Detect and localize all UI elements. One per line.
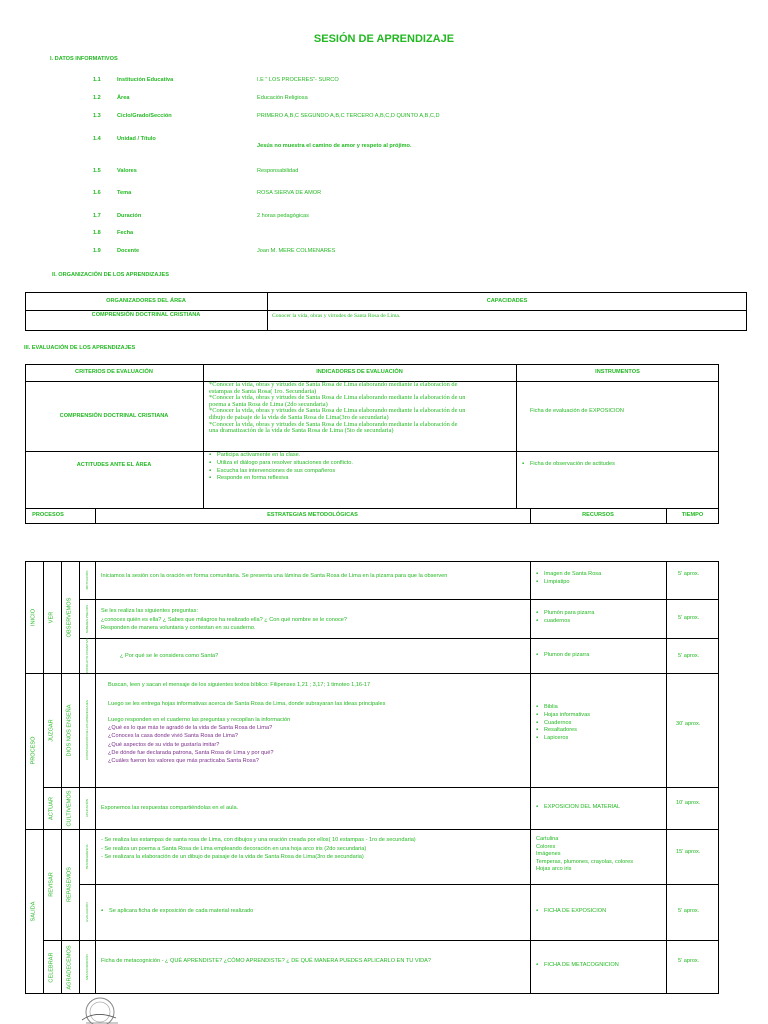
row6-resources xyxy=(536,836,633,874)
resource-item: ▪ Hojas informativas xyxy=(536,712,590,720)
datos-row-label: Docente xyxy=(117,248,140,254)
strategy-line: Se les realiza las siguientes preguntas: xyxy=(101,608,199,614)
row4-strategy-3: Luego responden en el cuaderno las preguntas y recopilan la información xyxy=(108,717,291,723)
datos-row-number: 1.1 xyxy=(93,77,101,83)
row4-strategy-1: Buscan, leen y sacan el mensaje de los siguientes textos bíblico: Filipenses 1,21 ; 3,17; 1 timoteo 1,16-17 xyxy=(108,682,371,688)
row8-resources xyxy=(536,962,619,970)
datos-row-value: Joan M. MERE COLMENARES xyxy=(257,248,336,254)
tag-saberes-previos: SABERES PREVIOS xyxy=(85,604,89,634)
tag-motivacion: MOTIVACIÓN xyxy=(85,570,89,590)
sub-revisar: REVISAR xyxy=(48,872,55,897)
resource-item: ▪ Plumón para pizarra xyxy=(536,610,594,618)
indicador-line: estampas de Santa Rosa( 1ro. Secundaria) xyxy=(209,387,317,395)
datos-row-value: PRIMERO A,B,C SEGUNDO A,B,C TERCERO A,B,C,D QUINTO A,B,C,D xyxy=(257,113,440,119)
indicadores-comprension xyxy=(209,382,465,435)
datos-row-label: Tema xyxy=(117,190,132,196)
row7-strategy xyxy=(101,908,253,916)
row7-resources xyxy=(536,908,606,916)
row8-strategy: Ficha de metacognición - ¿ QUÉ APRENDISTE? ¿CÓMO APRENDISTE? ¿ DE QUÉ MANERA PUEDES APLICARLO EN TU VIDA? xyxy=(101,958,432,964)
recursos-header: RECURSOS xyxy=(582,512,614,518)
phase-inicio: INICIO xyxy=(30,608,37,627)
resource-item: ▪ cuadernos xyxy=(536,618,594,626)
indicador-actitud-item: ▪ Escucha las intervenciones de sus compañeros xyxy=(209,468,353,476)
row8-time: 5' aprox. xyxy=(678,958,700,964)
indicador-line: *Conocer la vida, obras y virtudes de Santa Rosa de Lima elaborando mediante la elaboración de un xyxy=(209,394,466,402)
resource-line: Imágenes xyxy=(536,851,561,858)
datos-row-value: Educación Religiosa xyxy=(257,95,308,101)
tag-evaluacion: EVALUACIÓN xyxy=(85,902,89,922)
datos-row-label: Institución Educativa xyxy=(117,77,174,83)
datos-row-label: Área xyxy=(117,95,130,101)
row1-strategy: Iniciamos la sesión con la oración en forma comunitaria. Se presenta una lámina de Santa Rosa de Lima en la pizarra para que la observen xyxy=(101,573,448,579)
resource-item: ▪ Biblia xyxy=(536,704,590,712)
question-line: ¿De dónde fue declarada patrona, Santa Rosa de Lima y por qué? xyxy=(108,749,274,756)
sub-dios-nos-ensena: DIOS NOS ENSEÑA xyxy=(66,704,73,757)
row7-time: 5' aprox. xyxy=(678,908,700,914)
seal-stamp xyxy=(76,992,124,1024)
row5-resources xyxy=(536,804,620,812)
resource-line: Cartulina xyxy=(536,836,559,842)
tiempo-header: TIEMPO xyxy=(681,512,704,518)
datos-row-number: 1.8 xyxy=(93,230,101,236)
row4-resources xyxy=(536,704,590,743)
resource-item: ▪ Limpiatipo xyxy=(536,579,601,587)
resource-line: Hojas arco iris xyxy=(536,866,572,873)
resource-item: ▪ Lapiceros xyxy=(536,735,590,743)
question-line: ¿Qué es lo que más te agradó de la vida de Santa Rosa de Lima? xyxy=(108,725,273,731)
sub-juzgar: JUZGAR xyxy=(48,719,55,742)
tag-transferencia: TRANSFERENCIA xyxy=(85,844,89,870)
datos-row-value: ROSA SIERVA DE AMOR xyxy=(257,190,322,196)
section-heading-evaluacion: III. EVALUACIÓN DE LOS APRENDIZAJES xyxy=(24,345,136,351)
criterios-header: CRITERIOS DE EVALUACIÓN xyxy=(75,369,153,375)
sub-celebrar: CELEBRAR xyxy=(48,952,55,983)
indicador-line: poema a Santa Rosa de Lima (2do secundaria) xyxy=(209,400,328,408)
indicadores-header: INDICADORES DE EVALUACIÓN xyxy=(316,369,403,375)
tag-aplicacion: APLICACIÓN xyxy=(85,798,89,818)
datos-row-number: 1.6 xyxy=(93,190,101,196)
datos-row-value: 2 horas pedagógicas xyxy=(257,213,309,219)
resource-item: ▪ Cuadernos xyxy=(536,720,590,728)
row6-time: 15' aprox. xyxy=(676,849,701,855)
row3-strategy: ¿ Por qué se le considera como Santa? xyxy=(120,653,219,659)
datos-row-number: 1.4 xyxy=(93,136,101,142)
sub-repasemos: REPASEMOS xyxy=(66,866,73,903)
strategy-line: - Se realiza un poema a Santa Rosa de Lima empleando decoración en una hoja arco iris (2do secundaria) xyxy=(101,845,367,852)
resource-item: ▪ FICHA DE METACOGNICION xyxy=(536,962,619,970)
section-heading-organizacion: II. ORGANIZACIÓN DE LOS APRENDIZAJES xyxy=(52,272,169,278)
strategy-line: ¿conoces quién es ella? ¿ Sabes que milagros ha realizado ella? ¿ Con qué nombre se le conoce? xyxy=(101,616,347,623)
row5-time: 10' aprox. xyxy=(676,800,701,806)
sub-actuar: ACTUAR xyxy=(48,797,55,820)
section-heading-datos: I. DATOS INFORMATIVOS xyxy=(50,56,118,62)
row1-resources xyxy=(536,571,601,587)
procesos-header: PROCESOS xyxy=(32,512,64,518)
phase-salida: SALIDA xyxy=(30,901,37,922)
estrategias-header: ESTRATEGIAS METODOLÓGICAS xyxy=(267,512,358,518)
indicador-actitud-item: ▪ Participa activamente en la clase. xyxy=(209,452,353,460)
indicador-line: una dramatización de la vida de Santa Rosa de Lima (5to de secundaria) xyxy=(209,427,394,435)
resource-item: ▪ Resaltadores xyxy=(536,727,590,735)
question-line: ¿Conoces la casa donde vivió Santa Rosa de Lima? xyxy=(108,733,238,740)
instrumentos-header: INSTRUMENTOS xyxy=(595,369,640,375)
indicador-actitud-item: ▪ Responde en forma reflexiva xyxy=(209,475,353,483)
tag-conflicto-cognitivo: CONFLICTO COGNITIVO xyxy=(85,638,89,673)
org-row-value: COMPRENSIÓN DOCTRINAL CRISTIANA xyxy=(91,312,201,318)
datos-row-label: Ciclo/Grado/Sección xyxy=(117,113,172,119)
criterio-comprension: COMPRENSIÓN DOCTRINAL CRISTIANA xyxy=(59,413,169,419)
datos-row-value: Jesús no muestra el camino de amor y respeto al prójimo. xyxy=(257,143,412,149)
strategy-line: - Se realiza las estampas de santa rosa de Lima, con dibujos y una oración creada por ellos( 10 estampas - 1ro de secundaria) xyxy=(101,837,416,843)
datos-row-number: 1.3 xyxy=(93,113,101,119)
instrumento-exposicion: Ficha de evaluación de EXPOSICION xyxy=(530,408,624,414)
page-title: SESIÓN DE APRENDIZAJE xyxy=(313,33,455,45)
strategy-line: Responden de manera voluntaria y contestan en su cuaderno. xyxy=(101,625,256,631)
row1-time: 5' aprox. xyxy=(678,571,700,577)
phase-proceso: PROCESO xyxy=(30,736,37,765)
datos-row-value: I.E " LOS PROCERES"- SURCO xyxy=(257,77,339,83)
question-line: ¿Cuáles fueron los valores que más practicaba Santa Rosa? xyxy=(108,758,259,765)
row4-questions xyxy=(108,724,273,765)
row2-strategy xyxy=(101,607,347,633)
strategy-line: - Se realizara la elaboración de un dibujo de paisaje de la vida de Santa Rosa de Lima(3ro de secundaria) xyxy=(101,854,364,860)
indicador-line: *Conocer la vida, obras y virtudes de Santa Rosa de Lima elaborando mediante la elaboración de un xyxy=(209,407,466,415)
sub-agradecemos: AGRADECEMOS xyxy=(66,945,73,990)
sub-cultivemos: CULTIVEMOS xyxy=(66,790,73,827)
indicador-actitud-item: ▪ Utiliza el diálogo para resolver situaciones de conflicto. xyxy=(209,460,353,468)
resource-line: Colores xyxy=(536,843,556,850)
resource-item: ▪ FICHA DE EXPOSICION xyxy=(536,908,606,916)
row5-strategy: Exponemos las respuestas compartiéndolas en el aula. xyxy=(101,805,239,811)
datos-row-number: 1.2 xyxy=(93,95,101,101)
indicador-line: *Conocer la vida, obras y virtudes de Santa Rosa de Lima elaborando mediante la elaboración de xyxy=(209,420,458,428)
datos-row-label: Duración xyxy=(117,213,142,219)
instrumento-actitudes xyxy=(522,461,615,469)
resource-item: ▪ Imagen de Santa Rosa xyxy=(536,571,601,579)
indicador-line: dibujo de paisaje de la vida de Santa Rosa de Lima(3ro de secundaria) xyxy=(209,413,389,421)
row4-time: 30' aprox. xyxy=(676,721,701,727)
row3-resources xyxy=(536,652,589,660)
datos-row-label: Fecha xyxy=(117,230,134,236)
datos-row-label: Unidad / Título xyxy=(117,136,156,142)
cap-col-header: CAPACIDADES xyxy=(486,298,528,304)
datos-row-number: 1.5 xyxy=(93,168,101,174)
row7-strategy-item: ▪ Se aplicara ficha de exposición de cada material realizado xyxy=(101,908,253,916)
tag-construccion: CONSTRUCCIÓN DE LOS APRENDIZAJES xyxy=(85,700,89,760)
instrumento-actitudes-item: ▪ Ficha de observación de actitudes xyxy=(522,461,615,469)
datos-row-number: 1.7 xyxy=(93,213,101,219)
indicadores-actitudes xyxy=(209,452,353,483)
row6-strategy xyxy=(101,836,416,862)
row4-strategy-2: Luego se les entrega hojas informativas acerca de Santa Rosa de Lima, donde subrayaran las ideas principales xyxy=(108,701,386,707)
datos-row-label: Valores xyxy=(117,168,137,174)
question-line: ¿Qué aspectos de su vida te gustaría imitar? xyxy=(108,741,220,748)
tag-metacognicion: METACOGNICIÓN xyxy=(85,954,89,980)
resource-item: ▪ Plumon de pizarra xyxy=(536,652,589,660)
row2-time: 5' aprox. xyxy=(678,615,700,621)
indicador-line: *Conocer la vida, obras y virtudes de Santa Rosa de Lima elaborando mediante la elaboración de xyxy=(209,381,458,388)
resource-line: Temperas, plumones, crayolas, colores xyxy=(536,858,633,865)
datos-row-number: 1.9 xyxy=(93,248,101,254)
row3-time: 5' aprox. xyxy=(678,653,700,659)
sub-ver: VER xyxy=(48,611,55,624)
criterio-actitudes: ACTITUDES ANTE EL ÁREA xyxy=(76,462,152,468)
datos-row-value: Responsabilidad xyxy=(257,168,299,174)
org-col-header: ORGANIZADORES DEL ÁREA xyxy=(106,298,186,304)
sub-observemos: OBSERVEMOS xyxy=(66,597,73,638)
cap-row-value: Conocer la vida, obras y virtudes de Santa Rosa de Lima. xyxy=(272,313,401,319)
resource-item: ▪ EXPOSICION DEL MATERIAL xyxy=(536,804,620,812)
row2-resources xyxy=(536,610,594,626)
